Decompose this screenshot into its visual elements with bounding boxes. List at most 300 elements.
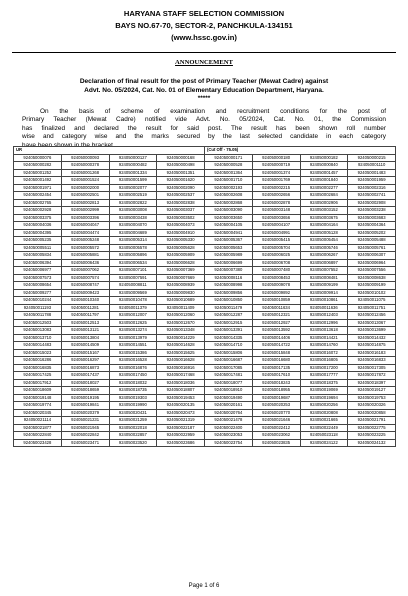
roll-number-cell: 924050019453 (157, 394, 205, 402)
roll-number-cell: 924050018375 (300, 379, 348, 387)
table-row (14, 409, 396, 417)
roll-number-cell: 924050022840 (14, 432, 62, 440)
roll-number-cell: 924050013083 (14, 327, 62, 335)
roll-number-cell: 924050002277 (300, 184, 348, 192)
roll-number-cell: 924050017305 (348, 364, 396, 372)
announcement-heading: ANNOUNCEMENT (175, 59, 233, 66)
roll-number-cell: 924050002822 (109, 199, 157, 207)
roll-number-cell: 924050017135 (252, 364, 300, 372)
roll-number-cell: 924050005572 (61, 244, 109, 252)
roll-number-cell: 924050012321 (252, 312, 300, 320)
roll-number-cell: 924050003650 (205, 214, 253, 222)
table-row (14, 297, 396, 305)
roll-number-cell: 924050006436 (61, 259, 109, 267)
roll-number-cell: 924050007591 (109, 274, 157, 282)
roll-number-cell: 924050013804 (61, 334, 109, 342)
title-line-1: Declaration of final result for the post of Primary Teacher (Mewat Cadre) against (79, 78, 329, 85)
roll-number-cell: 924050005454 (300, 237, 348, 245)
roll-number-cell: 924050012625 (109, 319, 157, 327)
roll-number-cell: 924050003502 (157, 214, 205, 222)
body-line-3: has finalized and declared the result for said post. The result has been shown roll number (22, 124, 386, 132)
table-row (14, 394, 396, 402)
table-row (14, 267, 396, 275)
roll-number-cell: 924050015625 (157, 349, 205, 357)
table-row (14, 372, 396, 380)
roll-number-cell: 924050002537 (157, 192, 205, 200)
roll-number-cell: 924050004474 (61, 229, 109, 237)
roll-number-cell: 924050007574 (61, 274, 109, 282)
roll-number-cell: 924050017481 (205, 372, 253, 380)
roll-number-cell: 924050009199 (300, 282, 348, 290)
roll-number-cell: 924050023835 (252, 439, 300, 447)
roll-number-cell: 924050013592 (252, 327, 300, 335)
roll-number-cell: 924050018243 (252, 379, 300, 387)
roll-number-cell: 924050005628 (157, 244, 205, 252)
roll-number-cell: 924050016876 (109, 364, 157, 372)
roll-number-cell: 924050020161 (205, 402, 253, 410)
roll-number-cell: 924050012513 (61, 319, 109, 327)
roll-number-cell: 924050006534 (109, 259, 157, 267)
roll-number-cell: 924050004107 (252, 222, 300, 230)
roll-number-cell: 924050017437 (61, 372, 109, 380)
roll-number-cell: 924050002878 (252, 199, 300, 207)
roll-number-cell: 924050002928 (14, 207, 62, 215)
roll-number-cell: 924050007556 (348, 267, 396, 275)
roll-number-cell: 924050004047 (61, 222, 109, 230)
roll-number-cell: 924050000282 (14, 162, 62, 170)
roll-number-cell: 924050016835 (14, 364, 62, 372)
roll-number-cell: 924050012996 (300, 319, 348, 327)
roll-number-cell: 924050011636 (300, 304, 348, 312)
roll-number-cell: 924050007369 (157, 267, 205, 275)
roll-number-cell: 924050011751 (348, 304, 396, 312)
roll-number-cell: 924050010478 (109, 297, 157, 305)
roll-number-cell: 924050012927 (252, 319, 300, 327)
roll-number-cell: 924050010244 (14, 297, 62, 305)
roll-number-cell: 924050019490 (205, 394, 253, 402)
roll-number-cell: 924050021945 (61, 424, 109, 432)
roll-number-cell: 924050016833 (348, 357, 396, 365)
roll-number-cell: 924050004991 (252, 229, 300, 237)
roll-number-cell: 924050012403 (300, 312, 348, 320)
roll-number-cell: 924050005367 (205, 237, 253, 245)
roll-number-cell: 924050014551 (109, 342, 157, 350)
roll-number-cell: 924050012915 (205, 319, 253, 327)
roll-number-cell: 924050014406 (252, 334, 300, 342)
roll-number-cell: 924050000719 (252, 162, 300, 170)
roll-number-cell: 924050001483 (348, 169, 396, 177)
roll-number-cell: 924050014710 (205, 342, 253, 350)
table-row (14, 304, 396, 312)
roll-number-cell: 924050001110 (348, 162, 396, 170)
roll-number-cell: 924050008747 (61, 282, 109, 290)
letterhead (0, 8, 408, 44)
table-row (14, 192, 396, 200)
roll-number-cell: 924050006307 (348, 252, 396, 260)
roll-number-cell: 924050007101 (109, 267, 157, 275)
table-row (14, 207, 396, 215)
roll-number-cell: 924050020770 (252, 409, 300, 417)
roll-number-cell: 924050018807 (157, 387, 205, 395)
roll-number-cell: 924050014421 (300, 334, 348, 342)
roll-number-cell: 924050005488 (348, 237, 396, 245)
page-number: Page 1 of 6 (188, 583, 220, 589)
roll-number-cell: 924050011075 (348, 297, 396, 305)
roll-number-cell: 924050003375 (14, 214, 62, 222)
roll-number-cell: 924050003090 (205, 207, 253, 215)
roll-number-cell: 924050023754 (205, 439, 253, 447)
roll-number-cell: 924050014722 (252, 342, 300, 350)
roll-number-cell: 924050018910 (205, 387, 253, 395)
table-row (14, 244, 396, 252)
roll-number-cell: 924050022018 (109, 424, 157, 432)
roll-number-cell: 924050002813 (61, 199, 109, 207)
roll-number-cell: 924050006964 (348, 259, 396, 267)
table-row (14, 364, 396, 372)
roll-number-cell: 924050003152 (300, 207, 348, 215)
roll-number-cell: 924050013618 (300, 327, 348, 335)
org-address: BAYS NO.67-70, SECTOR-2, PANCHKULA-134151 (115, 21, 293, 30)
roll-number-cell: 924050004164 (300, 222, 348, 230)
roll-number-cell: 924050015023 (14, 349, 62, 357)
roll-number-cell: 924050008939 (157, 282, 205, 290)
roll-number-cell: 924050010861 (300, 297, 348, 305)
roll-number-cell: 924050009892 (252, 289, 300, 297)
roll-number-cell: 924050019195 (61, 394, 109, 402)
roll-number-cell: 924050012287 (205, 312, 253, 320)
roll-number-cell: 924050006708 (252, 259, 300, 267)
roll-number-cell: 924050023118 (300, 432, 348, 440)
roll-number-cell: 924050011409 (157, 304, 205, 312)
roll-number-cell: 924050001351 (157, 169, 205, 177)
roll-number-cell: 924050015167 (61, 349, 109, 357)
roll-number-cell: 924050000093 (61, 154, 109, 162)
body-line-2: Primary Teacher (Mewat Cadre) notified vide Advt. No. 05/2024, Cat. No. 01, the Commission (22, 116, 386, 124)
result-table (13, 146, 396, 447)
table-row (14, 319, 396, 327)
roll-number-cell: 924050016297 (61, 357, 109, 365)
roll-number-cell: 924050003675 (300, 214, 348, 222)
roll-number-cell: 924050023225 (348, 432, 396, 440)
table-row (14, 312, 396, 320)
roll-number-cell: 924050006977 (14, 267, 62, 275)
roll-number-cell: 924050019069 (300, 387, 348, 395)
roll-number-cell: 924050001268 (61, 169, 109, 177)
roll-number-cell: 924050000076 (14, 154, 62, 162)
roll-number-cell: 924050017425 (14, 372, 62, 380)
roll-number-cell: 924050018032 (109, 379, 157, 387)
table-row (14, 327, 396, 335)
roll-number-cell: 924050005834 (14, 252, 62, 260)
roll-number-cell: 924050014229 (157, 334, 205, 342)
table-row (14, 184, 396, 192)
roll-number-cell: 924050012670 (157, 319, 205, 327)
roll-number-cell: 924050002608 (205, 192, 253, 200)
roll-number-cell: 924050005128 (300, 229, 348, 237)
roll-number-cell: 924050017872 (348, 372, 396, 380)
roll-number-cell: 924050019127 (348, 387, 396, 395)
roll-number-cell: 924050016687 (205, 357, 253, 365)
roll-number-cell: 924050001492 (14, 177, 62, 185)
roll-number-cell: 924050004105 (205, 222, 253, 230)
roll-number-cell: 924050021478 (205, 417, 253, 425)
roll-number-cell: 924050018609 (14, 387, 62, 395)
table-row (14, 274, 396, 282)
roll-number-cell: 924050009277 (14, 289, 62, 297)
table-row (14, 357, 396, 365)
roll-number-cell: 924050017085 (205, 364, 253, 372)
roll-number-cell: 924050019841 (61, 402, 109, 410)
roll-number-cell: 924050022449 (300, 424, 348, 432)
roll-number-cell: 924050004941 (205, 229, 253, 237)
roll-number-cell: 924050010689 (157, 297, 205, 305)
roll-number-cell: 924050008481 (300, 274, 348, 282)
roll-number-cell: 924050018735 (109, 387, 157, 395)
roll-number-cell: 924050016805 (300, 357, 348, 365)
roll-number-cell: 924050005235 (14, 237, 62, 245)
roll-number-cell: 924050003037 (157, 207, 205, 215)
roll-number-cell: 924050023520 (109, 439, 157, 447)
roll-number-cell: 924050013121 (61, 327, 109, 335)
roll-number-cell: 924050002215 (252, 184, 300, 192)
body-line-5: have been shown in the bracket. (22, 141, 115, 149)
roll-number-cell: 924050020253 (252, 402, 300, 410)
roll-number-cell: 924050000840 (300, 162, 348, 170)
cutoff-label: (Cut Off - 75.05) (205, 147, 396, 155)
roll-number-cell: 924050020764 (205, 409, 253, 417)
table-row (14, 402, 396, 410)
roll-number-cell: 924050005511 (14, 244, 62, 252)
roll-number-cell: 924050022412 (252, 424, 300, 432)
roll-number-cell: 924050016072 (300, 349, 348, 357)
roll-number-cell: 924050002741 (348, 192, 396, 200)
roll-number-cell: 924050008116 (205, 274, 253, 282)
roll-number-cell: 924050005746 (300, 244, 348, 252)
roll-number-cell: 924050000127 (109, 154, 157, 162)
org-name: HARYANA STAFF SELECTION COMMISSION (123, 9, 285, 18)
roll-number-cell: 924050001599 (109, 177, 157, 185)
roll-number-cell: 924050018036 (157, 379, 205, 387)
roll-number-cell: 924050012007 (109, 312, 157, 320)
table-row (14, 349, 396, 357)
roll-number-cell: 924050015806 (205, 349, 253, 357)
table-row (14, 229, 396, 237)
result-title (0, 77, 408, 95)
roll-number-cell: 924050012060 (157, 312, 205, 320)
roll-number-cell: 924050023471 (61, 439, 109, 447)
roll-number-cell: 924050021114 (14, 417, 62, 425)
roll-number-cell: 924050016183 (348, 349, 396, 357)
roll-number-cell: 924050021877 (14, 424, 62, 432)
roll-number-cell: 924050000168 (157, 154, 205, 162)
roll-number-cell: 924050011379 (109, 304, 157, 312)
roll-number-cell: 924050007552 (300, 267, 348, 275)
category-label: UR (14, 147, 205, 155)
table-row (14, 222, 396, 230)
roll-number-cell: 924050021791 (348, 417, 396, 425)
roll-number-cell: 924050011797 (61, 312, 109, 320)
roll-number-cell: 924050014483 (14, 342, 62, 350)
roll-number-cell: 924050001334 (109, 169, 157, 177)
roll-number-cell: 924050006699 (205, 259, 253, 267)
roll-number-cell: 924050006628 (157, 259, 205, 267)
roll-number-cell: 924050000528 (205, 162, 253, 170)
roll-number-cell: 924050010850 (205, 297, 253, 305)
roll-number-cell: 924050005314 (109, 237, 157, 245)
roll-number-cell: 924050007573 (14, 274, 62, 282)
table-row (14, 439, 396, 447)
roll-number-cell: 924050018659 (61, 387, 109, 395)
table-row (14, 199, 396, 207)
roll-number-cell: 924050016873 (61, 364, 109, 372)
table-row (14, 379, 396, 387)
roll-number-cell: 924050003683 (348, 214, 396, 222)
roll-number-cell: 924050005415 (252, 237, 300, 245)
roll-number-cell: 924050001620 (157, 177, 205, 185)
roll-number-cell: 924050010340 (61, 297, 109, 305)
roll-number-cell: 924050003396 (61, 214, 109, 222)
roll-number-cell: 924050000182 (300, 154, 348, 162)
roll-number-cell: 924050020473 (157, 409, 205, 417)
roll-number-cell: 924050022842 (61, 432, 109, 440)
roll-number-cell: 924050002765 (14, 199, 62, 207)
roll-number-cell: 924050005248 (61, 237, 109, 245)
roll-number-cell: 924050004364 (348, 222, 396, 230)
roll-number-cell: 924050019303 (109, 394, 157, 402)
roll-number-cell: 924050009830 (157, 289, 205, 297)
roll-number-cell: 924050008811 (109, 282, 157, 290)
roll-number-cell: 924050016628 (157, 357, 205, 365)
roll-number-cell: 924050021646 (252, 417, 300, 425)
roll-number-cell: 924050013067 (348, 319, 396, 327)
roll-number-cell: 924050005704 (252, 244, 300, 252)
roll-number-cell: 924050019753 (348, 394, 396, 402)
roll-number-cell: 924050005909 (157, 252, 205, 260)
roll-number-cell: 924050018027 (61, 379, 109, 387)
roll-number-cell: 924050009078 (252, 282, 300, 290)
roll-number-cell: 924050001374 (252, 169, 300, 177)
roll-number-cell: 924050014509 (61, 342, 109, 350)
roll-number-cell: 924050017777 (300, 372, 348, 380)
roll-number-cell: 924050001959 (348, 177, 396, 185)
roll-number-cell: 924050012503 (14, 319, 62, 327)
roll-number-cell: 924050006394 (14, 259, 62, 267)
roll-number-cell: 924050002454 (14, 192, 62, 200)
roll-number-cell: 924050020256 (300, 402, 348, 410)
roll-number-cell: 924050001971 (14, 184, 62, 192)
roll-number-cell: 924050016286 (14, 357, 62, 365)
roll-number-cell: 924050006267 (300, 252, 348, 260)
roll-number-cell: 924050020135 (157, 402, 205, 410)
roll-number-cell: 924050000171 (205, 154, 253, 162)
roll-number-cell: 924050013699 (348, 327, 396, 335)
roll-number-cell: 924050002868 (205, 199, 253, 207)
table-row (14, 162, 396, 170)
roll-number-cell: 924050002000 (61, 184, 109, 192)
roll-number-cell: 924050007480 (252, 267, 300, 275)
roll-number-cell: 924050011479 (205, 304, 253, 312)
roll-number-cell: 924050020431 (109, 409, 157, 417)
roll-number-cell: 924050007380 (205, 267, 253, 275)
roll-number-cell: 924050003438 (109, 214, 157, 222)
table-header-row (14, 147, 396, 155)
roll-number-cell: 924050002908 (348, 199, 396, 207)
roll-number-cell: 924050005653 (205, 244, 253, 252)
roll-number-cell: 924050016528 (109, 357, 157, 365)
roll-number-cell: 924050000498 (157, 162, 205, 170)
roll-number-cell: 924050001252 (14, 169, 62, 177)
roll-number-cell: 924050011193 (14, 304, 62, 312)
roll-number-cell: 924050002501 (61, 192, 109, 200)
roll-number-cell: 924050002906 (300, 199, 348, 207)
roll-number-cell: 924050015386 (109, 349, 157, 357)
roll-number-cell: 924050001524 (61, 177, 109, 185)
roll-number-cell: 924050023428 (14, 439, 62, 447)
roll-number-cell: 924050004073 (157, 222, 205, 230)
roll-number-cell: 924050001840 (300, 177, 348, 185)
roll-number-cell: 924050007669 (157, 274, 205, 282)
roll-number-cell: 924050012456 (348, 312, 396, 320)
table-row (14, 259, 396, 267)
roll-number-cell: 924050008638 (348, 274, 396, 282)
roll-number-cell: 924050015848 (252, 349, 300, 357)
roll-number-cell: 924050014432 (348, 334, 396, 342)
roll-number-cell: 924050002684 (300, 192, 348, 200)
roll-number-cell: 924050021665 (300, 417, 348, 425)
roll-number-cell: 924050021231 (61, 417, 109, 425)
roll-number-cell: 924050005578 (109, 244, 157, 252)
roll-number-cell: 924050010859 (252, 297, 300, 305)
table-row (14, 154, 396, 162)
roll-number-cell: 924050000378 (61, 162, 109, 170)
title-line-2: Advt. No. 05/2024, Cat. No. 01 of Elementary Education Department, Haryana. (84, 87, 324, 94)
roll-number-cell: 924050020858 (348, 409, 396, 417)
roll-number-cell: 924050018955 (252, 387, 300, 395)
roll-number-cell: 924050022959 (157, 432, 205, 440)
roll-number-cell: 924050004395 (14, 229, 62, 237)
roll-number-cell: 924050009856 (205, 289, 253, 297)
roll-number-cell: 924050005761 (348, 244, 396, 252)
roll-number-cell: 924050002193 (205, 184, 253, 192)
roll-number-cell: 924050017610 (252, 372, 300, 380)
roll-number-cell: 924050014335 (205, 334, 253, 342)
roll-number-cell: 924050000215 (348, 154, 396, 162)
roll-number-cell: 924050021319 (157, 417, 205, 425)
roll-number-cell: 924050006897 (300, 259, 348, 267)
roll-number-cell: 924050014628 (157, 342, 205, 350)
roll-number-cell: 924050001769 (252, 177, 300, 185)
roll-number-cell: 924050002838 (157, 199, 205, 207)
roll-number-cell: 924050004689 (109, 229, 157, 237)
roll-number-cell: 924050024132 (348, 439, 396, 447)
roll-number-cell: 924050017468 (157, 372, 205, 380)
roll-number-cell: 924050000180 (252, 154, 300, 162)
table-row (14, 237, 396, 245)
roll-number-cell: 924050002656 (252, 192, 300, 200)
roll-number-cell: 924050020345 (14, 409, 62, 417)
roll-number-cell: 924050024122 (300, 439, 348, 447)
roll-number-cell: 924050022187 (157, 424, 205, 432)
roll-number-cell: 924050020379 (61, 409, 109, 417)
roll-number-cell: 924050019694 (300, 394, 348, 402)
body-line-4: wise and category wise and the marks secured by the last selected candidate in each category (22, 133, 386, 141)
roll-number-cell: 924050003238 (348, 207, 396, 215)
roll-number-cell: 924050020326 (348, 402, 396, 410)
roll-number-cell: 924050005881 (61, 252, 109, 260)
roll-number-cell: 924050011788 (14, 312, 62, 320)
roll-number-cell: 924050007062 (61, 267, 109, 275)
table-row (14, 417, 396, 425)
